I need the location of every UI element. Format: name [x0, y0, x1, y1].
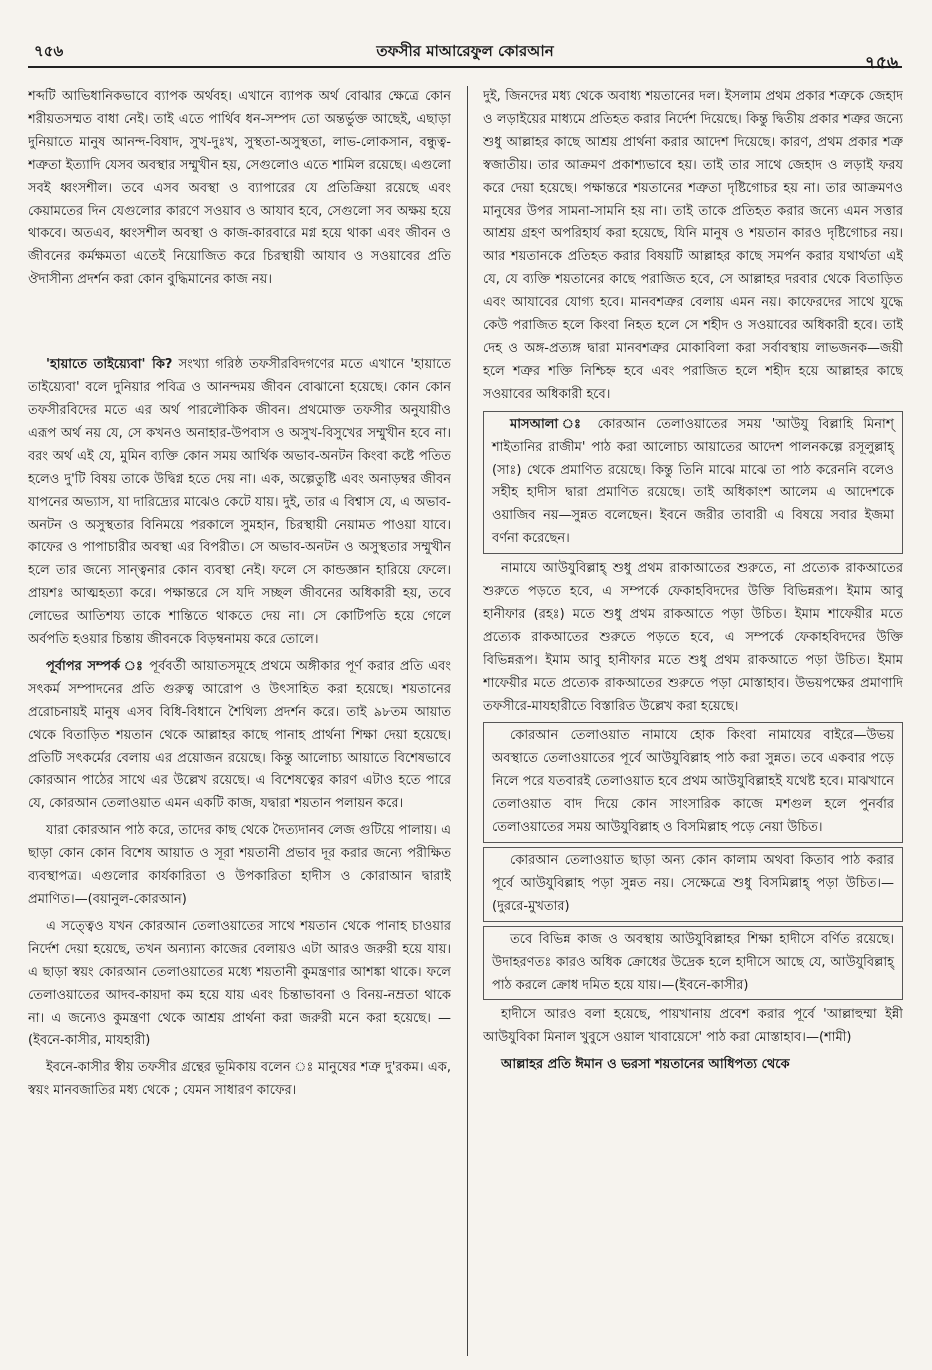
page-number-right: ৭৫৬	[864, 53, 898, 73]
section-heading: মাসআলা ঃ	[510, 416, 588, 432]
paragraph: পূর্বাপর সম্পর্ক ঃ পূর্ববর্তী আয়াতসমূহে প্রথমে অঙ্গীকার পূর্ণ করার প্রতি এবং সৎকর্ম সম্পাদনের প্রতি গুরুত্ব আরোপ ও উৎসাহিত করা হয়েছে। শয়তানের প্ররোচনায়ই মানুষ এসব বিধি-বিধানে শৈথিল্য প্রদর্শন করে। তাই ৯৮তম আয়াত থেকে বিতাড়িত শয়তান থেকে আল্লাহর কাছে পানাহ প্রার্থনা শিক্ষা দেয়া হয়েছে। প্রতিটি সৎকর্মের বেলায় এর প্রয়োজন রয়েছে। কিন্তু আলোচ্য আয়াতে বিশেষভাবে কোরআন পাঠের সাথে এর উল্লেখ রয়েছে। এ বিশেষত্বের কারণ এটাও হতে পারে যে, কোরআন তেলাওয়াত এমন একটি কাজ, যদ্বারা শয়তান পলায়ন করে।	[28, 658, 451, 812]
right-column	[483, 86, 903, 1356]
paragraph: শব্দটি আভিধানিকভাবে ব্যাপক অর্থবহ। এখানে ব্যাপক অর্থ বোঝার ক্ষেত্রে কোন শরীয়তসম্মত বাধা নেই। তাই এতে পার্থিব ধন-সম্পদ তো অন্তর্ভুক্ত আছেই, এছাড়া দুনিয়াতে মানুষ আনন্দ-বিষাদ, সুখ-দুঃখ, সুস্থতা-অসুস্থতা, লাভ-লোকসান, বন্ধুত্ব-শত্রুতা ইত্যাদি যেসব অবস্থার সম্মুখীন হয়, সেগুলোও এতে শামিল রয়েছে। এগুলো সবই ধ্বংসশীল। তবে এসব অবস্থা ও ব্যাপারের যে প্রতিক্রিয়া রয়েছে এবং কেয়ামতের দিন যেগুলোর কারণে সওয়াব ও আযাব হবে, সেগুলো সব অক্ষয় হয়ে থাকবে। অতএব, ধ্বংসশীল অবস্থা ও কাজ-কারবারে মগ্ন হয়ে থাকা এবং জীবন ও জীবনের কর্মক্ষমতা এতেই নিয়োজিত করে চিরস্থায়ী আযাব ও সওয়াবের প্রতি ঔদাসীন্য প্রদর্শন করা কোন বুদ্ধিমানের কাজ নয়।	[28, 89, 451, 288]
paragraph: এ সত্ত্বেও যখন কোরআন তেলাওয়াতের সাথে শয়তান থেকে পানাহ চাওয়ার নির্দেশ দেয়া হয়েছে, তখন অন্যান্য কাজের বেলায়ও এটা আরও জরুরী হয়ে যায়। এ ছাড়া স্বয়ং কোরআন তেলাওয়াতের মধ্যে শয়তানী কুমন্ত্রণার আশঙ্কা থাকে। ফলে তেলাওয়াতের আদব-কায়দা কম হয়ে যায় এবং চিন্তাভাবনা ও বিনয়-নম্রতা থাকে না। এ জন্যেও কুমন্ত্রণা থেকে আশ্রয় প্রার্থনা করা জরুরী মনে করা হয়েছে। —(ইবনে-কাসীর, মাযহারী)	[28, 918, 451, 1049]
page-header	[28, 28, 902, 73]
paragraph: দুই, জিনদের মধ্য থেকে অবাধ্য শয়তানের দল। ইসলাম প্রথম প্রকার শত্রুকে জেহাদ ও লড়াইয়ের মাধ্যমে প্রতিহত করার নির্দেশ দিয়েছে। কিন্তু দ্বিতীয় প্রকার শত্রুর জন্যে শুধু আল্লাহর কাছে আশ্রয় প্রার্থনা করার আদেশ দিয়েছে। কারণ, প্রথম প্রকার শত্রু স্বজাতীয়। তার আক্রমণ প্রকাশ্যভাবে হয়। তাই তার সাথে জেহাদ ও লড়াই ফরয করে দেয়া হয়েছে। পক্ষান্তরে শয়তানের শত্রুতা দৃষ্টিগোচর হয় না। তার আক্রমণও মানুষের উপর সামনা-সামনি হয় না। তাই তাকে প্রতিহত করার জন্যে এমন সত্তার আশ্রয় গ্রহণ অপরিহার্য করা হয়েছে, যিনি মানুষ ও শয়তান কারও দৃষ্টিগোচর নয়। আর শয়তানকে প্রতিহত করার বিষয়টি আল্লাহর কাছে সমর্পন করার যথার্থতা এই যে, যে ব্যক্তি শয়তানের কাছে পরাজিত হবে, সে আল্লাহর দরবার থেকে বিতাড়িত এবং আযাবের যোগ্য হবে। মানবশত্রুর বেলায় এমন নয়। কাফেরদের সাথে যুদ্ধে কেউ পরাজিত হলে কিংবা নিহত হলে সে শহীদ ও সওয়াবের অধিকারী হবে। তাই দেহ ও অঙ্গ-প্রত্যঙ্গ দ্বারা মানবশত্রুর মোকাবিলা করা সর্বাবস্থায় লাভজনক—জয়ী হলে শত্রুর শক্তি নিশ্চিহ্ন হবে এবং পরাজিত হলে শহীদ হয়ে আল্লাহর কাছে সওয়াবের অধিকারী হবে।	[483, 89, 903, 402]
highlight-box: তবে বিভিন্ন কাজ ও অবস্থায় আউযুবিল্লাহর শিক্ষা হাদীসে বর্ণিত রয়েছে। উদাহরণতঃ কারও অধিক ক্রোধের উদ্রেক হলে হাদীসে আছে যে, আউযুবিল্লাহ্ পাঠ করলে ক্রোধ দমিত হয়ে যায়।—(ইবনে-কাসীর)	[483, 926, 903, 1001]
running-title: তফসীর মাআরেফুল কোরআন	[376, 42, 554, 60]
section-heading: পূর্বাপর সম্পর্ক ঃ	[46, 658, 145, 674]
paragraph: 'হায়াতে তাইয়্যেবা' কি? সংখ্যা গরিষ্ঠ তফসীরবিদগণের মতে এখানে 'হায়াতে তাইয়্যেবা' বলে দুনিয়ার পবিত্র ও আনন্দময় জীবন বোঝানো হয়েছে। কোন কোন তফসীরবিদের মতে এর অর্থ পারলৌকিক জীবন। প্রথমোক্ত তফসীর অনুযায়ীও এরূপ অর্থ নয় যে, সে কখনও অনাহার-উপবাস ও অসুখ-বিসুখের সম্মুখীন হবে না। বরং অর্থ এই যে, মুমিন ব্যক্তি কোন সময় আর্থিক অভাব-অনটন কিংবা কষ্টে পতিত হলেও দু'টি বিষয় তাকে উদ্বিগ্ন হতে দেয় না। এক, অল্পেতুষ্টি এবং অনাড়ম্বর জীবন যাপনের অভ্যাস, যা দারিদ্র্যের মাঝেও কেটে যায়। দুই, তার এ বিশ্বাস যে, এ অভাব-অনটন ও অসুস্থতার বিনিময়ে পরকালে সুমহান, চিরস্থায়ী নেয়ামত পাওয়া যাবে। কাফের ও পাপাচারীর অবস্থা এর বিপরীত। সে অভাব-অনটন ও অসুস্থতার সম্মুখীন হলে তার জন্যে সান্ত্বনার কোন ব্যবস্থা নেই। ফলে সে কান্ডজ্ঞান হারিয়ে ফেলে। প্রায়শঃ আত্মহত্যা করে। পক্ষান্তরে সে যদি সচ্ছল জীবনের অধিকারী হয়, তবে লোভের আতিশয্য তাকে শান্তিতে থাকতে দেয় না। সে কোটিপতি হয়ে গেলে অর্বপতি হওয়ার চিন্তায় জীবনকে বিড়ম্বনাময় করে তোলে।	[28, 357, 451, 648]
page-number-left: ৭৫৬	[34, 42, 64, 60]
paragraph: হাদীসে আরও বলা হয়েছে, পায়খানায় প্রবেশ করার পূর্বে 'আল্লাহুম্মা ইন্নী আউযুবিকা মিনাল খুবুসে ওয়াল খাবায়েসে' পাঠ করা মোস্তাহাব।—(শামী)	[483, 1007, 903, 1046]
left-column	[28, 86, 451, 1356]
column-divider	[467, 86, 468, 1356]
highlight-box: কোরআন তেলাওয়াত ছাড়া অন্য কোন কালাম অথবা কিতাব পাঠ করার পূর্বে আউযুবিল্লাহ পড়া সুন্নত নয়। সেক্ষেত্রে শুধু বিসমিল্লাহ্ পড়া উচিত।—(দুররে-মুখতার)	[483, 847, 903, 922]
section-gap	[28, 296, 451, 354]
paragraph: আল্লাহর প্রতি ঈমান ও ভরসা শয়তানের আধিপত্য থেকে	[501, 1057, 790, 1073]
section-heading: 'হায়াতে তাইয়্যেবা' কি?	[46, 357, 173, 373]
masala-box: মাসআলা ঃ কোরআন তেলাওয়াতের সময় 'আউযু বিল্লাহি মিনাশ্ শাইতানির রাজীম' পাঠ করা আলোচ্য আয়াতের আদেশ পালনকল্পে রসূলুল্লাহ্ (সাঃ) থেকে প্রমাণিত রয়েছে। কিন্তু তিনি মাঝে মাঝে তা পাঠ করেননি বলেও সহীহ হাদীস দ্বারা প্রমাণিত রয়েছে। তাই অধিকাংশ আলেম এ আদেশকে ওয়াজিব নয়—সুন্নত বলেছেন। ইবনে জরীর তাবারী এ বিষয়ে সবার ইজমা বর্ণনা করেছেন।	[483, 411, 903, 554]
paragraph: নামাযে আউযুবিল্লাহ্ শুধু প্রথম রাকাআতের শুরুতে, না প্রত্যেক রাকআতের শুরুতে পড়তে হবে, এ সম্পর্কে ফেকাহবিদদের উক্তি বিভিন্নরূপ। ইমাম আবু হানীফার (রহঃ) মতে শুধু প্রথম রাকআতে পড়া উচিত। ইমাম শাফেয়ীর মতে প্রত্যেক রাকআতের শুরুতে পড়তে হবে, এ সম্পর্কে ফেকাহবিদদের উক্তি বিভিন্নরূপ। ইমাম আবু হানীফার মতে শুধু প্রথম রাকআতে পড়া উচিত। ইমাম শাফেয়ীর মতে প্রত্যেক রাকআতের শুরুতে পড়া মোস্তাহাব। উভয়পক্ষের প্রমাণাদি তফসীরে-মাযহারীতে বিস্তারিত উল্লেখ করা হয়েছে।	[483, 561, 903, 714]
highlight-box: কোরআন তেলাওয়াত নামাযে হোক কিংবা নামাযের বাইরে—উভয় অবস্থাতে তেলাওয়াতের পূর্বে আউযুবিল্লাহ পাঠ করা সুন্নত। তবে একবার পড়ে নিলে পরে যতবারই তেলাওয়াত হবে প্রথম আউযুবিল্লাহই যথেষ্ট হবে। মাঝখানে তেলাওয়াত বাদ দিয়ে কোন সাংসারিক কাজে মশগুল হলে পুনর্বার তেলাওয়াতের সময় আউযুবিল্লাহ ও বিসমিল্লাহ পড়ে নেয়া উচিত।	[483, 722, 903, 843]
paragraph: যারা কোরআন পাঠ করে, তাদের কাছ থেকে দৈত্যদানব লেজ গুটিয়ে পালায়। এ ছাড়া কোন কোন বিশেষ আয়াত ও সূরা শয়তানী প্রভাব দূর করার জন্যে পরীক্ষিত ব্যবস্থাপত্র। এগুলোর কার্যকারিতা ও উপকারিতা হাদীস ও কোরাআন দ্বারাই প্রমাণিত।—(বয়ানুল-কোরআন)	[28, 823, 451, 907]
paragraph: ইবনে-কাসীর স্বীয় তফসীর গ্রন্থের ভূমিকায় বলেন ঃ মানুষের শত্রু দু'রকম। এক, স্বয়ং মানবজাতির মধ্য থেকে ; যেমন সাধারণ কাফের।	[28, 1060, 451, 1099]
